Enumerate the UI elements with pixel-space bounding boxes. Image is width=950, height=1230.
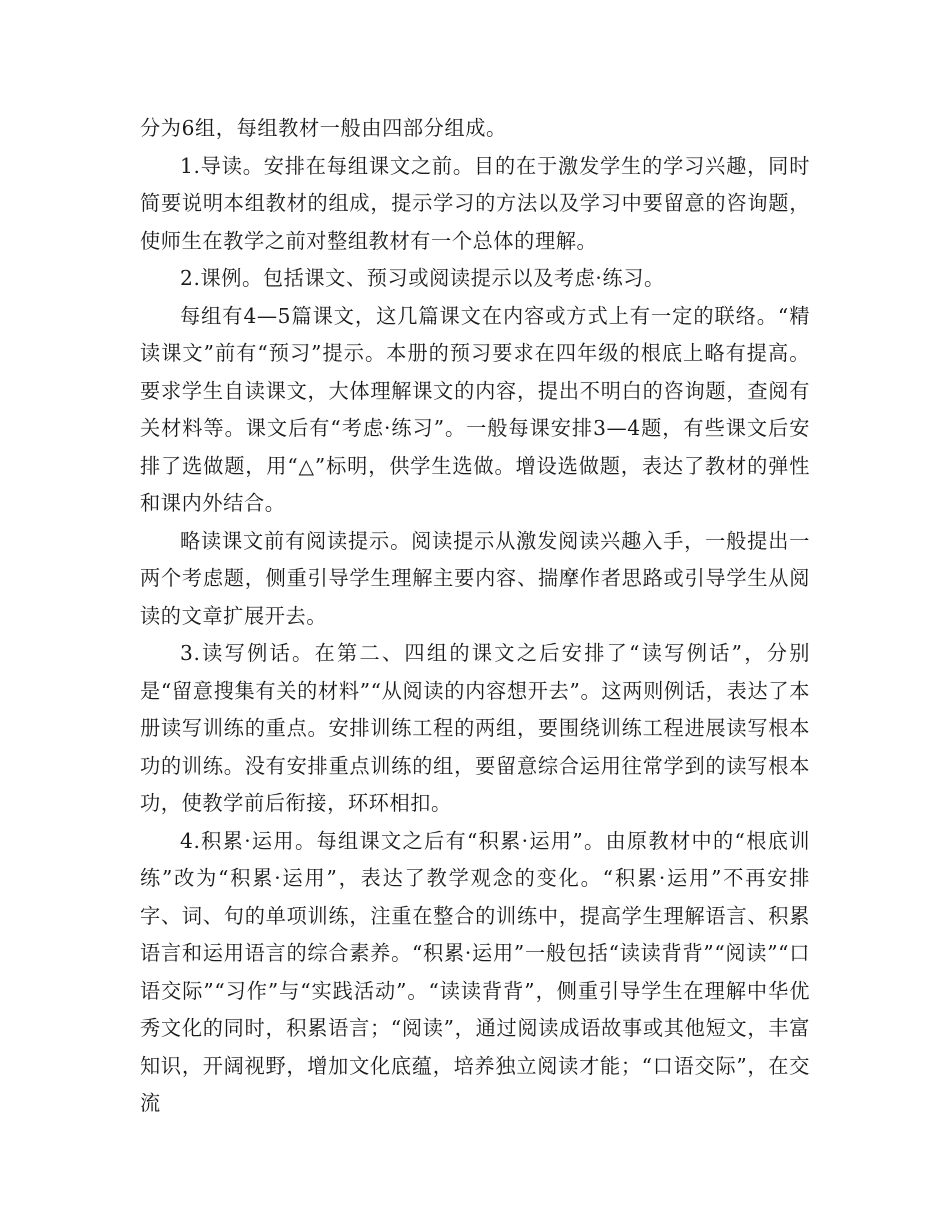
paragraph-4: 略读课文前有阅读提示。阅读提示从激发阅读兴趣入手，一般提出一两个考虑题，侧重引导学生理解主要内容、揣摩作者思路或引导学生从阅读的文章扩展开去。	[140, 528, 810, 628]
paragraph-2: 2.课例。包括课文、预习或阅读提示以及考虑·练习。	[180, 266, 665, 290]
paragraph-0: 分为6组，每组教材一般由四部分组成。	[140, 116, 507, 140]
paragraph-1: 1.导读。安排在每组课文之前。目的在于激发学生的学习兴趣，同时简要说明本组教材的组成，提示学习的方法以及学习中要留意的咨询题，使师生在教学之前对整组教材有一个总体的理解。	[140, 153, 810, 253]
body-text	[140, 110, 810, 1123]
paragraph-6: 4.积累·运用。每组课文之后有“积累·运用”。由原教材中的“根底训练”改为“积累·运用”，表达了教学观念的变化。“积累·运用”不再安排字、词、句的单项训练，注重在整合的训练中，提高学生理解语言、积累语言和运用语言的综合素养。“积累·运用”一般包括“读读背背”“阅读”“口语交际”“习作”与“实践活动”。“读读背背”，侧重引导学生在理解中华优秀文化的同时，积累语言；“阅读”，通过阅读成语故事或其他短文，丰富知识，开阔视野，增加文化底蕴，培养独立阅读才能；“口语交际”，在交流	[140, 828, 810, 1115]
paragraph-5: 3.读写例话。在第二、四组的课文之后安排了“读写例话”，分别是“留意搜集有关的材料”“从阅读的内容想开去”。这两则例话，表达了本册读写训练的重点。安排训练工程的两组，要围绕训练工程进展读写根本功的训练。没有安排重点训练的组，要留意综合运用往常学到的读写根本功，使教学前后衔接，环环相扣。	[140, 641, 810, 815]
paragraph-3: 每组有4—5篇课文，这几篇课文在内容或方式上有一定的联络。“精读课文”前有“预习”提示。本册的预习要求在四年级的根底上略有提高。要求学生自读课文，大体理解课文的内容，提出不明白的咨询题，查阅有关材料等。课文后有“考虑·练习”。一般每课安排3—4题，有些课文后安排了选做题，用“△”标明，供学生选做。增设选做题，表达了教材的弹性和课内外结合。	[140, 303, 810, 515]
